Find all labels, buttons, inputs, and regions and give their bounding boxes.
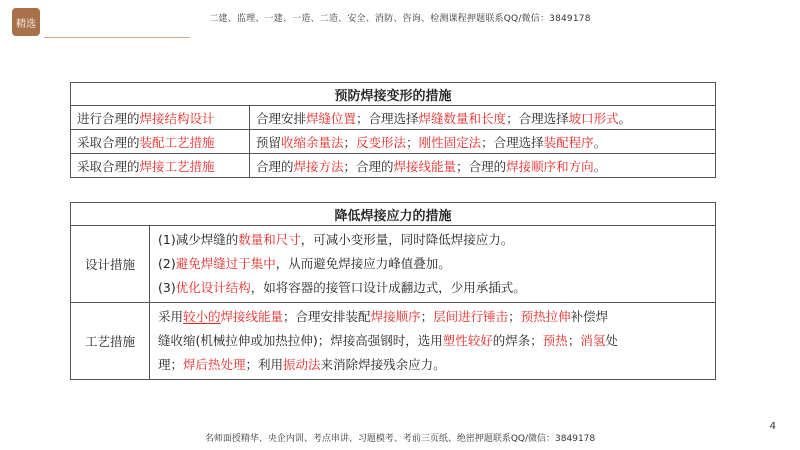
footer-banner: 名师面授精华、央企内训、考点串讲、习题模考、考前三页纸、绝密押题联系QQ/微信：3849178 xyxy=(204,434,596,444)
table-row xyxy=(71,106,716,130)
list-item: (1)减少焊缝的数量和尺寸，可减小变形量，同时降低焊接应力。 xyxy=(158,232,514,247)
process-measures-detail: 采用较小的焊接线能量；合理安排装配焊接顺序；层间进行锤击；预热拉伸补偿焊 缝收缩(机械拉伸或加热拉伸)；焊接高强钢时，选用塑性较好的焊条；预热；消氢处 理；焊后热处理；利用振动法来消除焊接残余应力。 xyxy=(150,303,716,380)
list-item: (2)避免焊缝过于集中，从而避免焊接应力峰值叠加。 xyxy=(158,256,451,271)
table-row xyxy=(71,154,716,178)
measure-category: 采取合理的装配工艺措施 xyxy=(71,130,250,154)
table-title: 预防焊接变形的措施 xyxy=(71,83,716,106)
list-item: (3)优化设计结构，如将容器的接管口设计成翻边式，少用承插式。 xyxy=(158,280,526,295)
process-measures-label: 工艺措施 xyxy=(71,303,150,380)
table-row xyxy=(71,130,716,154)
design-measures-detail xyxy=(150,226,716,303)
table-row xyxy=(71,303,716,380)
measure-detail: 预留收缩余量法；反变形法；刚性固定法；合理选择装配程序。 xyxy=(250,130,716,154)
measure-category: 进行合理的焊接结构设计 xyxy=(71,106,250,130)
measure-detail: 合理安排焊缝位置；合理选择焊缝数量和长度；合理选择坡口形式。 xyxy=(250,106,716,130)
page-number: 4 xyxy=(769,421,776,432)
design-measures-label: 设计措施 xyxy=(71,226,150,303)
stress-reduction-table xyxy=(70,202,716,380)
table-row xyxy=(71,226,716,303)
logo-text: 精选 xyxy=(16,18,36,30)
deformation-prevention-table xyxy=(70,82,716,178)
measure-detail: 合理的焊接方法；合理的焊接线能量；合理的焊接顺序和方向。 xyxy=(250,154,716,178)
table-title: 降低焊接应力的措施 xyxy=(71,203,716,226)
header-banner: 二建、监理、一建、一造、二造、安全、消防、咨询、检测课程押题联系QQ/微信：3849178 xyxy=(209,14,591,24)
logo-divider xyxy=(44,37,190,38)
measure-category: 采取合理的焊接工艺措施 xyxy=(71,154,250,178)
